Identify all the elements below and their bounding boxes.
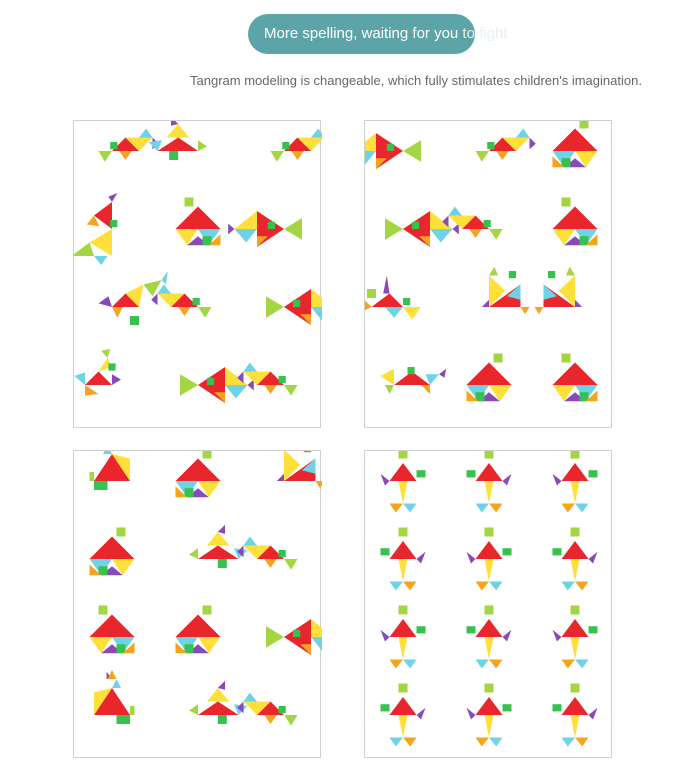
tangram-piece-lime	[489, 267, 498, 276]
tangram-piece-orange	[178, 307, 191, 316]
tangram-piece-green	[279, 550, 286, 557]
tangram-piece-lime	[203, 606, 212, 615]
tangram-bird	[476, 129, 536, 162]
tangram-piece-yellow	[90, 229, 113, 256]
tangram-boat	[189, 525, 248, 568]
tangram-piece-yellow	[403, 307, 421, 320]
tangram-piece-purple	[503, 630, 512, 642]
tangram-piece-green	[484, 220, 491, 227]
tangram-piece-lime	[476, 151, 490, 162]
tangram-heron	[74, 193, 117, 265]
tangram-bird	[237, 363, 297, 396]
tangram-piece-purple	[439, 369, 446, 378]
tangram-piece-lime	[74, 243, 94, 257]
tangram-fish	[365, 133, 421, 169]
tangram-piece-lime	[266, 296, 284, 318]
tangram-piece-yellow	[235, 211, 258, 229]
tangram-bird	[271, 129, 323, 162]
tangram-piece-orange	[291, 151, 304, 160]
tangram-fish	[266, 289, 322, 325]
tangram-piece-lime	[562, 354, 571, 363]
tangram-piece-cyan	[575, 660, 589, 669]
tangram-house	[176, 606, 221, 654]
tangram-piece-red	[553, 207, 598, 230]
tangram-piece-red	[553, 363, 598, 386]
tangram-person	[553, 606, 598, 669]
tangram-piece-cyan	[430, 229, 453, 243]
tangram-piece-cyan	[385, 307, 403, 318]
tangram-house	[553, 121, 598, 167]
tangram-piece-lime	[494, 354, 503, 363]
tangram-piece-cyan	[235, 229, 258, 243]
tangram-piece-yellow	[399, 481, 408, 504]
tangram-piece-purple	[589, 708, 598, 720]
tangram-piece-red	[90, 537, 135, 560]
tangram-piece-purple	[417, 552, 426, 564]
tangram-piece-green	[130, 316, 139, 325]
tangram-piece-cyan	[390, 738, 404, 747]
tangram-piece-cyan	[112, 679, 121, 688]
tangram-piece-lime	[485, 528, 494, 537]
tangram-piece-green	[553, 704, 562, 711]
tangram-piece-purple	[553, 474, 562, 486]
tangram-piece-green	[117, 644, 126, 653]
tangram-piece-red	[176, 207, 221, 230]
tangram-piece-cyan	[403, 660, 417, 669]
tangram-piece-purple	[575, 300, 582, 307]
tangram-piece-yellow	[485, 559, 494, 582]
tangram-piece-yellow	[167, 124, 190, 138]
tangram-piece-purple	[383, 276, 389, 294]
tangram-piece-purple	[171, 121, 178, 126]
tangram-piece-yellow	[399, 715, 408, 738]
tangram-piece-cyan	[158, 285, 172, 294]
tangram-piece-red	[476, 541, 503, 559]
tangram-piece-red	[158, 138, 199, 152]
tangram-piece-orange	[496, 151, 509, 160]
tangram-piece-purple	[108, 193, 117, 202]
tangram-person	[467, 606, 512, 669]
tangram-piece-cyan	[516, 129, 530, 138]
tangram-piece-red	[562, 463, 589, 481]
tangram-cat	[535, 267, 583, 315]
tangram-person	[553, 451, 598, 513]
tangram-piece-green	[169, 151, 178, 160]
tangram-piece-green	[185, 644, 194, 653]
tangram-piece-lime	[198, 307, 212, 318]
tangram-piece-cyan	[149, 140, 163, 151]
tangram-house	[553, 354, 598, 402]
tangram-piece-green	[282, 142, 289, 149]
tangram-person	[381, 606, 426, 669]
tangram-piece-orange	[390, 504, 404, 513]
tangram-piece-lime	[580, 121, 589, 129]
tangram-piece-cyan	[489, 582, 503, 591]
tangram-piece-lime	[284, 559, 298, 570]
tangram-piece-green	[417, 626, 426, 633]
tangram-piece-lime	[367, 289, 376, 298]
tangram-piece-yellow	[399, 637, 408, 660]
tangram-person	[467, 451, 512, 513]
tangram-piece-red	[562, 697, 589, 715]
tangram-piece-green	[293, 300, 300, 307]
tangram-piece-purple	[530, 138, 536, 150]
tangram-swan	[74, 349, 121, 396]
tangram-piece-orange	[264, 385, 277, 394]
tangram-piece-lime	[562, 198, 571, 207]
tangram-piece-green	[589, 470, 598, 477]
tangram-piece-lime	[130, 706, 135, 715]
tangram-piece-yellow	[225, 367, 248, 385]
tangram-piece-purple	[453, 224, 459, 235]
tangram-piece-green	[293, 630, 300, 637]
tangram-piece-green	[381, 704, 390, 711]
tangram-piece-orange	[575, 582, 589, 591]
tangram-piece-red	[553, 129, 598, 152]
tangram-person	[467, 684, 512, 747]
tangram-piece-lime	[385, 218, 403, 240]
tangram-piece-orange	[403, 582, 417, 591]
tangram-piece-lime	[485, 684, 494, 693]
tangram-piece-red	[198, 546, 239, 560]
people-panel-figures	[365, 451, 613, 759]
tangram-piece-cyan	[476, 660, 490, 669]
tangram-piece-green	[110, 142, 117, 149]
tangram-piece-orange	[469, 229, 482, 238]
tangram-piece-lime	[203, 451, 212, 459]
tangram-piece-yellow	[485, 637, 494, 660]
tangram-piece-lime	[385, 385, 394, 394]
tangram-piece-purple	[218, 525, 225, 534]
tangram-piece-red	[562, 541, 589, 559]
tangram-piece-orange	[562, 504, 576, 513]
tangram-piece-green	[94, 481, 108, 490]
tangram-person	[553, 528, 598, 591]
tangram-house	[176, 198, 221, 246]
tangram-piece-lime	[99, 151, 113, 162]
tangram-piece-lime	[101, 349, 110, 358]
tangram-piece-cyan	[311, 637, 322, 651]
tangram-piece-cyan	[311, 307, 322, 321]
tangram-piece-orange	[489, 660, 503, 669]
tangram-piece-orange	[85, 385, 99, 396]
tangram-piece-green	[417, 470, 426, 477]
tangram-piece-lime	[403, 140, 421, 162]
tangram-piece-green	[589, 626, 598, 633]
tangram-piece-yellow	[399, 559, 408, 582]
tangram-piece-red	[390, 697, 417, 715]
tangram-piece-cyan	[103, 451, 112, 454]
tangram-bird	[237, 537, 297, 570]
tangram-piece-red	[198, 702, 239, 716]
tangram-piece-cyan	[449, 207, 463, 216]
tangram-piece-orange	[489, 504, 503, 513]
tangram-piece-lime	[571, 451, 580, 459]
tangram-piece-lime	[571, 684, 580, 693]
tangram-piece-yellow	[485, 481, 494, 504]
tangram-piece-lime	[198, 140, 207, 151]
tangram-cat	[482, 267, 530, 315]
tangram-piece-yellow	[207, 532, 230, 546]
tangram-piece-orange	[390, 660, 404, 669]
tangram-piece-green	[403, 298, 410, 305]
tangram-piece-purple	[503, 474, 512, 486]
tangram-piece-green	[185, 488, 194, 497]
tangram-piece-orange	[365, 298, 372, 312]
tangram-piece-yellow	[365, 133, 376, 151]
header-badge-tail: to fight	[458, 25, 508, 42]
tangram-piece-cyan	[74, 372, 85, 385]
tangram-person	[381, 451, 426, 513]
tangram-panel-3	[73, 450, 321, 758]
tangram-piece-cyan	[476, 504, 490, 513]
tangram-piece-lime	[571, 528, 580, 537]
tangram-piece-yellow	[571, 715, 580, 738]
tangram-piece-cyan	[311, 129, 322, 138]
tangram-panel-1	[73, 120, 321, 428]
tangram-piece-orange	[476, 738, 490, 747]
tangram-house	[553, 198, 598, 246]
tangram-piece-yellow	[311, 289, 322, 307]
tangram-piece-orange	[264, 715, 277, 724]
tangram-piece-yellow	[571, 637, 580, 660]
header-badge-text: More spelling, waiting for you	[264, 25, 459, 42]
tangram-piece-orange	[575, 738, 589, 747]
tangram-piece-purple	[248, 380, 254, 391]
tangram-piece-cyan	[390, 582, 404, 591]
tangram-rabbit	[365, 276, 421, 320]
tangram-piece-cyan	[225, 385, 248, 399]
tangram-tower	[94, 670, 135, 724]
tangram-piece-cyan	[575, 504, 589, 513]
tangram-piece-lime	[284, 218, 302, 240]
tangram-piece-orange	[476, 582, 490, 591]
tangram-person	[467, 528, 512, 591]
tangram-piece-lime	[485, 606, 494, 615]
tangram-piece-cyan	[162, 271, 168, 285]
tangram-piece-green	[509, 271, 516, 278]
tangram-piece-purple	[277, 474, 284, 481]
tangram-piece-green	[304, 451, 311, 452]
tangram-piece-red	[476, 619, 503, 637]
tangram-piece-lime	[399, 451, 408, 459]
tangram-piece-red	[390, 463, 417, 481]
tangram-piece-lime	[99, 606, 108, 615]
tangram-piece-cyan	[489, 738, 503, 747]
tangram-piece-yellow	[207, 688, 230, 702]
tangram-piece-orange	[119, 151, 132, 160]
animals-panel-figures	[74, 121, 322, 429]
tangram-piece-green	[99, 566, 108, 575]
tangram-piece-green	[503, 704, 512, 711]
tangram-piece-red	[476, 463, 503, 481]
tangram-piece-green	[193, 298, 200, 305]
tangram-piece-lime	[399, 606, 408, 615]
tangram-piece-purple	[589, 552, 598, 564]
tangram-piece-red	[85, 372, 112, 386]
tangram-piece-yellow	[430, 211, 453, 229]
tangram-piece-orange	[264, 559, 277, 568]
tangram-piece-lime	[180, 374, 198, 396]
tangram-piece-yellow	[311, 619, 322, 637]
tangram-piece-cyan	[562, 582, 576, 591]
tangram-piece-green	[110, 220, 117, 227]
tangram-piece-cyan	[244, 363, 258, 372]
tangram-piece-green	[580, 392, 589, 401]
tangram-piece-cyan	[365, 151, 376, 165]
tangram-piece-green	[108, 363, 115, 370]
tangram-piece-green	[476, 392, 485, 401]
tangram-boat	[189, 681, 248, 724]
tangram-piece-purple	[112, 374, 121, 385]
tangram-panel-2	[364, 120, 612, 428]
tangram-house	[176, 451, 221, 497]
tangram-piece-lime	[489, 229, 503, 240]
tangram-piece-lime	[185, 198, 194, 207]
tangram-piece-orange	[316, 481, 323, 488]
tangram-piece-green	[467, 470, 476, 477]
tangram-piece-purple	[417, 708, 426, 720]
tangram-piece-cyan	[244, 693, 258, 702]
tangram-piece-yellow	[571, 481, 580, 504]
tangram-piece-green	[218, 715, 227, 724]
tangram-piece-green	[487, 142, 494, 149]
tangram-tower	[90, 451, 131, 490]
tangram-piece-green	[467, 626, 476, 633]
tangram-piece-red	[176, 615, 221, 638]
tangram-piece-cyan	[244, 537, 258, 546]
tangram-piece-orange	[112, 307, 123, 318]
tangram-piece-purple	[99, 296, 113, 307]
animals-panel-figures	[365, 121, 613, 429]
tangram-piece-yellow	[571, 559, 580, 582]
tangram-boat	[149, 121, 208, 160]
tangram-piece-green	[408, 367, 415, 374]
tangram-piece-green	[553, 548, 562, 555]
buildings-panel-figures	[74, 451, 322, 759]
tangram-piece-red	[176, 459, 221, 482]
tangram-piece-green	[279, 706, 286, 713]
tangram-piece-red	[390, 619, 417, 637]
tangram-dog	[381, 367, 447, 394]
tangram-house	[467, 354, 512, 402]
tangram-piece-lime	[485, 451, 494, 459]
tangram-piece-purple	[553, 630, 562, 642]
tangram-piece-red	[562, 619, 589, 637]
tangram-piece-lime	[117, 528, 126, 537]
tangram-piece-green	[562, 158, 571, 167]
tangram-bird	[151, 285, 211, 318]
tangram-piece-lime	[189, 704, 198, 715]
tangram-piece-lime	[284, 715, 298, 726]
tangram-person	[381, 684, 426, 747]
tangram-piece-red	[390, 541, 417, 559]
tangram-piece-green	[548, 271, 555, 278]
tangram-piece-green	[207, 378, 214, 385]
tangram-piece-purple	[218, 681, 225, 690]
tangram-piece-lime	[399, 528, 408, 537]
tangram-piece-cyan	[94, 256, 108, 265]
tangram-piece-lime	[399, 684, 408, 693]
tangram-piece-orange	[521, 307, 530, 314]
tangram-piece-red	[467, 363, 512, 386]
tangram-piece-purple	[467, 552, 476, 564]
tangram-cat	[277, 451, 322, 488]
tangram-piece-lime	[266, 626, 284, 648]
tangram-house	[90, 528, 135, 576]
tangram-piece-orange	[403, 738, 417, 747]
tangram-piece-lime	[271, 151, 285, 162]
tangram-piece-green	[387, 144, 394, 151]
tangram-piece-purple	[482, 300, 489, 307]
tangram-piece-green	[503, 548, 512, 555]
tangram-bird	[237, 693, 297, 726]
tangram-bird	[99, 129, 159, 162]
tangram-piece-purple	[381, 474, 390, 486]
tangram-piece-orange	[562, 660, 576, 669]
tangram-piece-green	[381, 548, 390, 555]
tangram-piece-red	[90, 615, 135, 638]
tangram-house	[90, 606, 135, 654]
tangram-piece-yellow	[381, 369, 395, 385]
header-badge-label	[264, 14, 507, 54]
tangram-piece-purple	[467, 708, 476, 720]
tangram-piece-cyan	[403, 504, 417, 513]
tangram-piece-red	[476, 697, 503, 715]
tangram-piece-purple	[228, 224, 234, 235]
tangram-piece-orange	[421, 385, 430, 394]
tangram-piece-green	[117, 715, 131, 724]
tangram-bird	[442, 207, 502, 240]
tangram-piece-orange	[535, 307, 544, 314]
tangram-piece-lime	[566, 267, 575, 276]
tangram-piece-purple	[381, 630, 390, 642]
tangram-piece-lime	[90, 472, 95, 481]
tangram-piece-lime	[189, 548, 198, 559]
tangram-panel-4	[364, 450, 612, 758]
tangram-person	[381, 528, 426, 591]
tangram-person	[553, 684, 598, 747]
tangram-fish	[228, 211, 302, 247]
tangram-piece-cyan	[562, 738, 576, 747]
subtitle: Tangram modeling is changeable, which fully stimulates children's imagination.	[190, 73, 642, 88]
tangram-piece-green	[218, 559, 227, 568]
tangram-piece-lime	[284, 385, 298, 396]
tangram-fish	[266, 619, 322, 655]
tangram-piece-cyan	[139, 129, 153, 138]
tangram-piece-green	[580, 236, 589, 245]
tangram-piece-green	[412, 222, 419, 229]
tangram-piece-green	[203, 236, 212, 245]
tangram-piece-green	[279, 376, 286, 383]
tangram-piece-lime	[571, 606, 580, 615]
tangram-piece-red	[372, 294, 404, 308]
tangram-piece-orange	[108, 670, 117, 679]
tangram-piece-green	[268, 222, 275, 229]
tangram-piece-yellow	[485, 715, 494, 738]
